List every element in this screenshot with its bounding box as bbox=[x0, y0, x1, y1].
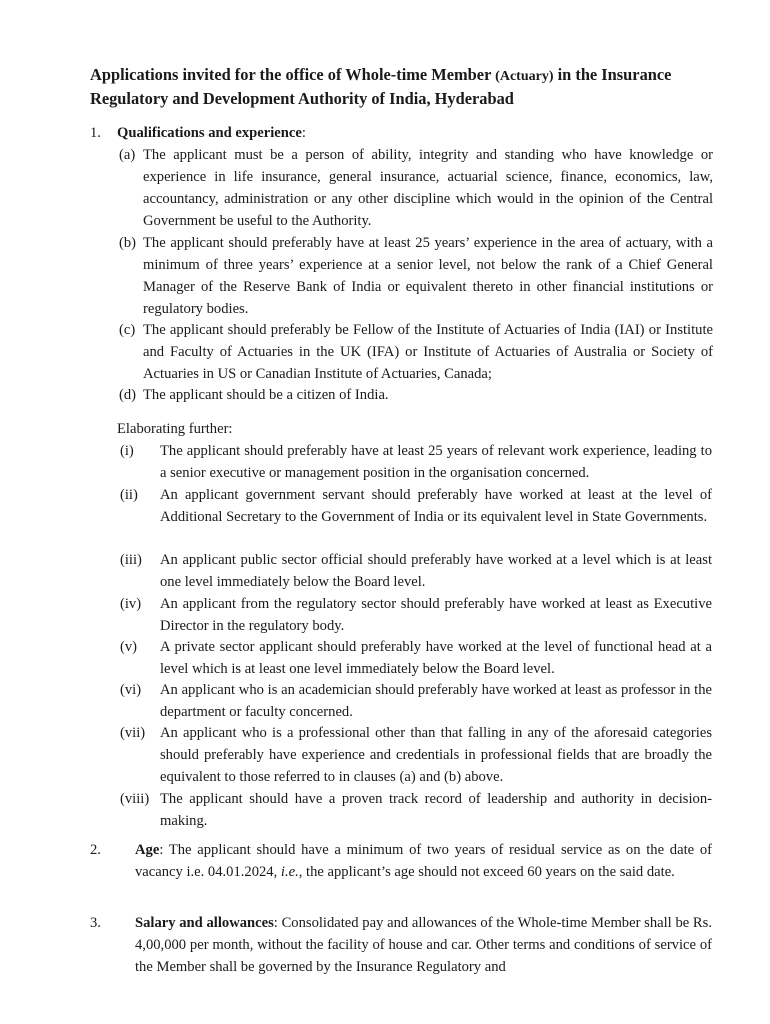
item-label: (vii) bbox=[120, 725, 146, 741]
section-heading: Salary and allowances bbox=[135, 915, 274, 931]
item-text: A private sector applicant should preferably have worked at the level of functional head at a level which is at least one level immediately below the Board level. bbox=[160, 639, 712, 677]
item-text: The applicant should preferably have at least 25 years of relevant work experience, leading to a senior executive or management position in the organisation concerned. bbox=[160, 443, 712, 481]
item-label: (v) bbox=[120, 639, 138, 655]
section-body: Age: The applicant should have a minimum of two years of residual service as on the date of vacancy i.e. 04.01.2024, i.e., the applicant’s age should not exceed 60 years on the said date. bbox=[135, 842, 712, 880]
item-text: The applicant must be a person of ability, integrity and standing who have knowledge or experience in life insurance, general insurance, actuarial science, finance, economics, law, accountancy, administration or any other discipline which would in the opinion of the Central Government be useful to the Authority. bbox=[143, 147, 713, 229]
item-text: The applicant should preferably be Fellow of the Institute of Actuaries of India (IAI) or Institute and Faculty of Actuaries in the UK (IFA) or Institute of Actuaries of Australia or Society of Actuaries in US or Canadian Institute of Actuaries, Canada; bbox=[143, 322, 713, 382]
section-number: 3. bbox=[90, 915, 101, 931]
section-heading: Qualifications and experience: bbox=[117, 125, 306, 141]
section-number: 2. bbox=[90, 842, 101, 858]
item-text: The applicant should be a citizen of India. bbox=[143, 387, 389, 403]
section-heading: Age bbox=[135, 842, 160, 858]
item-label: (c) bbox=[119, 322, 136, 338]
title-part-2: in the Insurance Regulatory and Development Authority of India, Hyderabad bbox=[90, 65, 672, 108]
title-part-1: Applications invited for the office of Whole-time Member bbox=[90, 65, 492, 84]
item-text: An applicant who is an academician should preferably have worked at least as professor in the department or faculty concerned. bbox=[160, 682, 712, 720]
item-label: (a) bbox=[119, 147, 136, 163]
item-label: (iv) bbox=[120, 596, 142, 612]
item-text: An applicant who is a professional other than that falling in any of the aforesaid categories should preferably have experience and credentials in professional fields that are broadly the equivalent to those referred to in clauses (a) and (b) above. bbox=[160, 725, 712, 785]
item-label: (d) bbox=[119, 387, 137, 403]
item-text: The applicant should have a proven track record of leadership and authority in decision-making. bbox=[160, 791, 712, 829]
elaborating-heading: Elaborating further: bbox=[117, 421, 233, 437]
item-text: An applicant from the regulatory sector should preferably have worked at least as Executive Director in the regulatory body. bbox=[160, 596, 712, 634]
item-text: The applicant should preferably have at least 25 years’ experience in the area of actuary, with a minimum of three years’ experience at a senior level, not below the rank of a Chief General Manager of the Reserve Bank of India or equivalent thereto in other financial institutions or regulatory bodies. bbox=[143, 235, 713, 317]
item-label: (viii) bbox=[120, 791, 150, 807]
section-body: Salary and allowances: Consolidated pay and allowances of the Whole-time Member shall be Rs. 4,00,000 per month, without the facility of house and car. Other terms and conditions of service of the Member shall be governed by the Insurance Regulatory and bbox=[135, 915, 712, 975]
item-label: (i) bbox=[120, 443, 134, 459]
item-text: An applicant government servant should preferably have worked at least at the level of Additional Secretary to the Government of India or its equivalent level in State Governments. bbox=[160, 487, 712, 525]
title-actuary-tag: (Actuary) bbox=[495, 69, 554, 84]
item-label: (vi) bbox=[120, 682, 142, 698]
section-number: 1. bbox=[90, 125, 101, 141]
item-label: (ii) bbox=[120, 487, 138, 503]
page-title bbox=[90, 64, 730, 110]
item-label: (iii) bbox=[120, 552, 142, 568]
item-text: An applicant public sector official should preferably have worked at a level which is at least one level immediately below the Board level. bbox=[160, 552, 712, 590]
item-label: (b) bbox=[119, 235, 137, 251]
